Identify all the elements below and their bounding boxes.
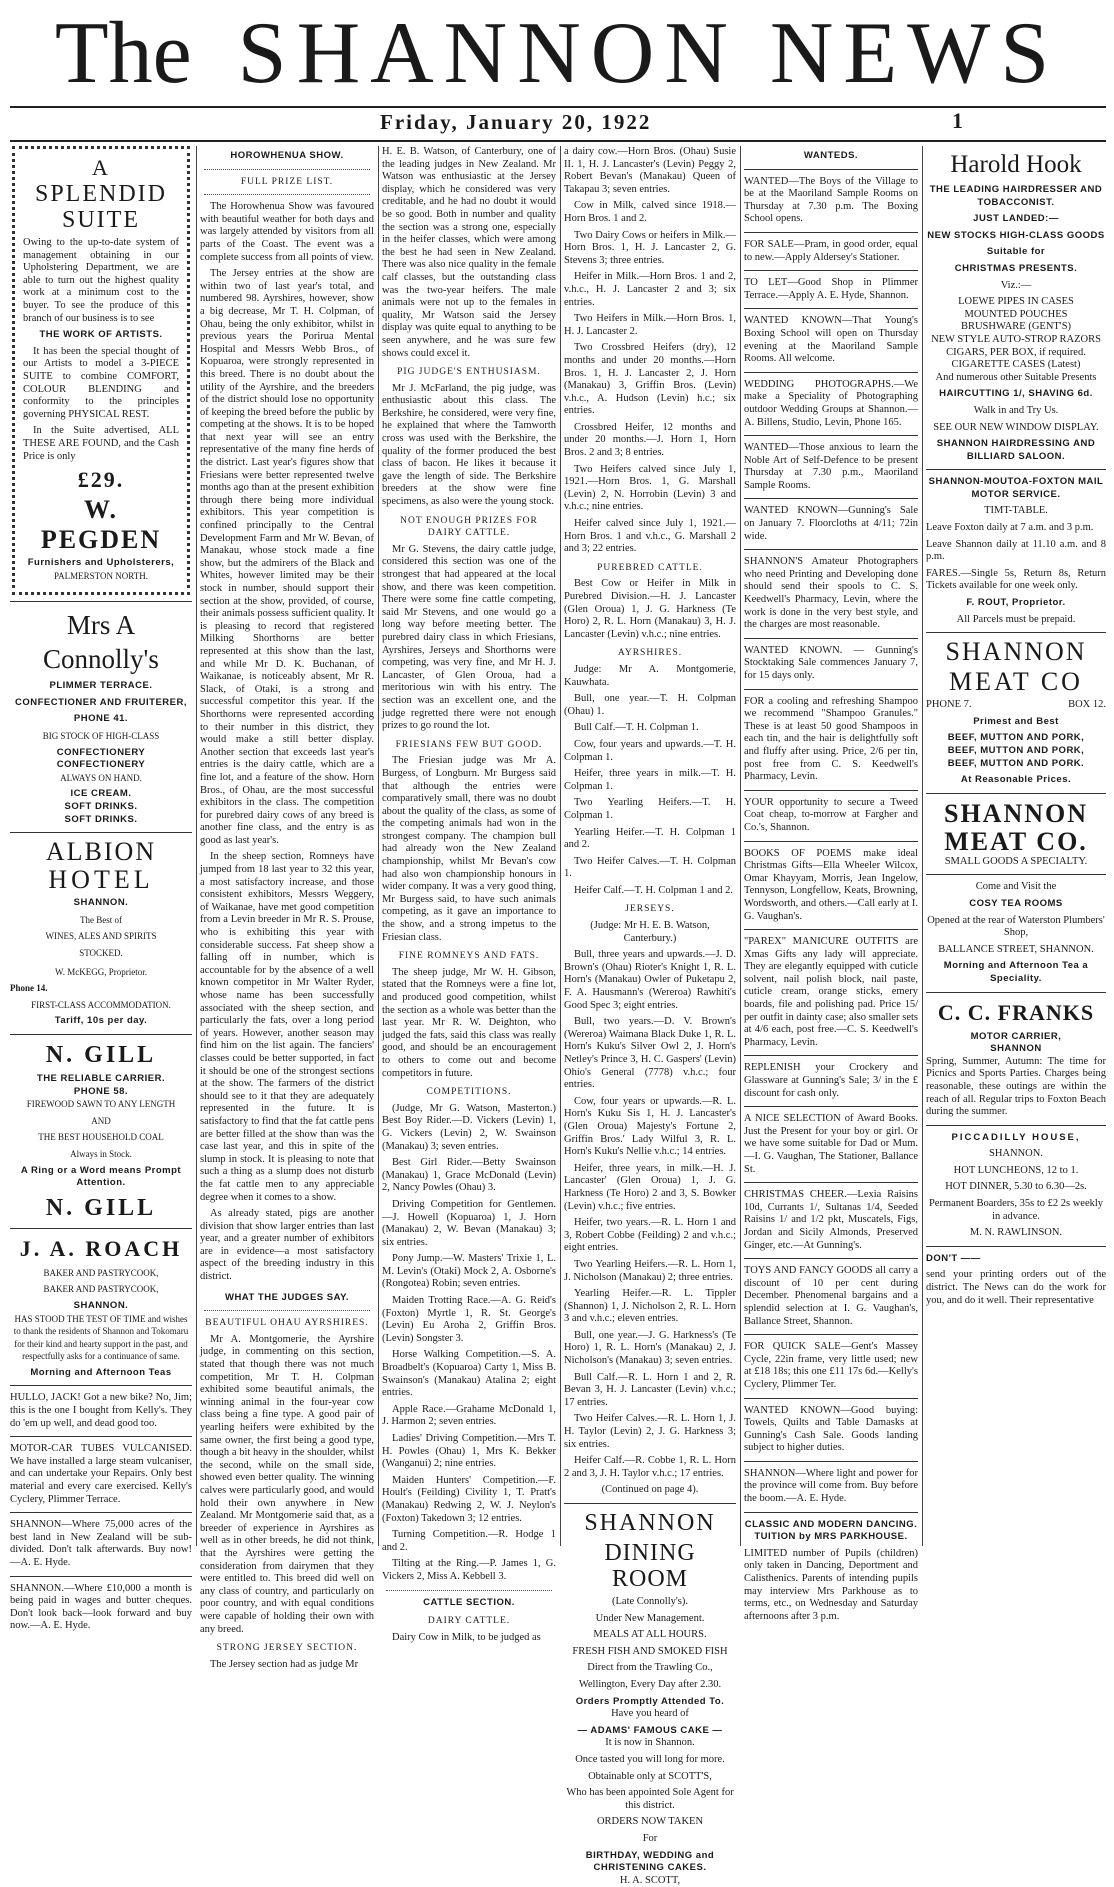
piccadilly-line: HOT LUNCHEONS, 12 to 1. <box>953 1164 1079 1176</box>
franks-line: MOTOR CARRIER, <box>970 1030 1062 1042</box>
harold-hook-ad <box>926 150 1106 463</box>
article-paragraph: Horse Walking Competition.—S. A. Broadbelt's (Kopuaroa) Carty 1, Miss B. Swainson's (Manakau) Atalina 2; eight entries. <box>382 1349 556 1399</box>
classified-ad: REPLENISH your Crockery and Glassware at Gunning's Sale; 3/ in the £ discount for cash only. <box>744 1062 918 1099</box>
results-paragraph: Crossbred Heifer, 12 months and under 20 months.—J. Horn 1, Horn Bros. 2 and 3; 8 entries. <box>564 421 736 459</box>
results-paragraph: Cow, four years or upwards.—R. L. Horn's Kuku Sis 1, H. J. Lancaster's (Glen Oroua) Majesty's Fortune 2, Griffin Bros.' Lady Wilful 3, R. L. Horn's Kuku's Nellie v.h.c.; 14 entries. <box>564 1095 736 1158</box>
separator <box>744 1258 918 1259</box>
albion-line: WINES, ALES AND SPIRITS <box>45 931 157 942</box>
classified-ad: WEDDING PHOTOGRAPHS.—We make a Speciality of Photographing outdoor Wedding Groups at Shannon.—A. Billens, Studio, Levin, Phone 165. <box>744 378 918 428</box>
masthead-rule-bottom <box>10 140 1106 142</box>
albion-tariff: Tariff, 10s per day. <box>54 1015 148 1027</box>
column-divider <box>378 146 379 1546</box>
pegden-text: In the Suite advertised, ALL THESE ARE FOUND, and the Cash Price is only <box>23 425 179 462</box>
article-paragraph: The Jersey entries at the show are within two of last year's total, and numbered 98. Ayrshires, however, show a big decrease, Mr T. H. Colpman, of Ohau, being the only exhibitor, whilst in previous years the Porirua Mental Hospital and Messrs Webb Bros., of Kopuaroa, were strongly represented in this breed. There is no doubt about the utility of the Ayrshire, and the breeders of the district should lose no opportunity of keeping the breed before the public by competing at the shows. It is to be hoped that next year will see an entry representative of the many fine herds of the district. Last year's figures show that Friesians were better represented twelve months ago than at the present exhibition through there being more individual exhibitors. This year competition is confined principally to the Central Development Farm and Mr W. Bevan, of Manakau, whose stock made a fine show, but the admirers of the Black and Whites, however limited may be their stock in number, should support their section at the show, provided, of course, their animals possess sufficient quality. It is pleasing to record that registered Milking Shorthorns are better represented at this show than the last, and while Mr D. K. Buchanan, of Waikanae, is noticeably absent, Mr R. Slack, of Otaki, is a strong and successful competitor this year. If the Shorthorns were represented according to their number in this district, they would make a still better display. Another section that exceeds last year's entries is the dairy cattle, which are a fine lot, and a feature of the show. Horn Bros., of Ohau, are the most successful exhibitors in the class. The competition for purebred dairy cows of any breed is another fine class, and the entry is as good as last year's. <box>200 268 374 846</box>
meat-title: SHANNON <box>945 637 1087 667</box>
meat-box: BOX 12. <box>1068 699 1106 711</box>
column-5 <box>744 146 918 1622</box>
column-divider <box>560 146 561 1546</box>
results-paragraph: Two Dairy Cows or heifers in Milk.—Horn Bros. 1, H. J. Lancaster 2, G. Stevens 3; three entries. <box>564 229 736 266</box>
separator <box>744 270 918 271</box>
results-paragraph: Heifer in Milk.—Horn Bros. 1 and 2, v.h.c., H. J. Lancaster 2 and 3; six entries. <box>564 271 736 308</box>
roach-line: SHANNON. <box>73 1299 129 1311</box>
gill-line: THE BEST HOUSEHOLD COAL <box>38 1132 164 1143</box>
classified-ad: SHANNON—Where light and power for the province will come from. Buy before the boom.—A. E. Hyde. <box>744 1467 918 1505</box>
article-paragraph: The sheep judge, Mr W. H. Gibson, stated that the Romneys were a fine lot, and produced good competition, whilst the section as a whole was better than the last year. Mr R. W. Deighton, who judged the fats, said this class was really good, and should be an encouragement to others to come out and become competitors in future. <box>382 966 556 1079</box>
dining-title: DINING ROOM <box>604 1540 696 1592</box>
gill-line: PHONE 58. <box>73 1085 129 1097</box>
article-subhead: FULL PRIZE LIST. <box>240 176 334 187</box>
roach-ad <box>10 1235 192 1380</box>
dining-line: Under New Management. <box>595 1612 705 1624</box>
meat-title: MEAT CO. <box>944 826 1088 856</box>
article-paragraph: The Friesian judge was Mr A. Burgess, of Longburn. Mr Burgess said that although the entries were comparatively small, there was no doubt about the quality of the class, as some of the competing animals had won in the strongest company. The champion bull had already won the New Zealand championship, whilst Mr Bevan's cow had also won championship honours in wider company. It was a very good thing, Mr Burgess said, to have such animals competing, as it gave an importance to the show, and a strong impetus to the Friesian class. <box>382 755 556 943</box>
results-paragraph: Bull, two years.—D. V. Brown's (Wereroa) Waimana Black Duke 1, R. L. Horn's Kuku's Silver Owl 2, J. Horn's Netley's Prince 3, H. C. Gaspers' (Levin) Ohio's General (7778) v.h.c.; four entries. <box>564 1016 736 1091</box>
classified-ad: A NICE SELECTION of Award Books. Just the Present for your boy or girl. Or we have some suitable for Dad or Mum.—I. G. Vaughan, The Stationer, Ballance St. <box>744 1113 918 1175</box>
article-paragraph: Ladies' Driving Competition.—Mrs T. H. Powles (Ohau) 1, Mrs K. Bekker (Wanganui) 2; nine entries. <box>382 1433 556 1470</box>
albion-name: HOTEL <box>48 865 154 895</box>
dining-line: Who has been appointed Sole Agent for this district. <box>566 1787 734 1811</box>
meat-co-ad-2 <box>926 800 1106 869</box>
dont-heading: DON'T —— <box>926 1252 981 1264</box>
hook-line: BRUSHWARE (GENT'S) <box>960 321 1072 333</box>
issue-date: Friday, January 20, 1922 <box>380 110 652 134</box>
results-paragraph: Yearling Heifer.—R. L. Tippler (Shannon) 1, J. Nicholson 2, R. L. Horn 3 and v.h.c.; eleven entries. <box>564 1288 736 1325</box>
column-divider <box>196 146 197 1546</box>
article-paragraph: Driving Competition for Gentlemen.—J. Howell (Kopuaroa) 1, J. Horn (Manakau) 2, W. Bevan (Manakau) 3; six entries. <box>382 1198 556 1248</box>
separator <box>926 1125 1106 1126</box>
separator <box>744 435 918 436</box>
classified-ad: FOR SALE—Pram, in good order, equal to new.—Apply Aldersey's Stationer. <box>744 238 918 263</box>
tea-line: COSY TEA ROOMS <box>969 897 1063 909</box>
albion-line: The Best of <box>80 914 122 925</box>
classified-ad: FOR a cooling and refreshing Shampoo we recommend "Shampoo Granules." These is at least 50 good Shampoos in each tin, and the hair is delightfully soft and fluffy after using. Price, 2/6 per tin, post free from C. S. Keedwell's Pharmacy, Levin. <box>744 695 918 783</box>
results-paragraph: Two Yearling Heifers.—R. L. Horn 1, J. Nicholson (Manakau) 2; three entries. <box>564 1258 736 1283</box>
article-subhead: COMPETITIONS. <box>426 1087 512 1098</box>
column-divider <box>922 146 923 1546</box>
hook-line: SEE OUR NEW WINDOW DISPLAY. <box>933 421 1099 433</box>
results-paragraph: Heifer, three years, in milk.—H. J. Lancaster' (Glen Oroua) 1, J. G. Harkness (Te Horo) 2 and 3, S. Bowker (Levin) v.h.c.; five entries. <box>564 1162 736 1212</box>
hook-line: Viz.:— <box>1000 279 1032 291</box>
tea-line: Come and Visit the <box>975 881 1057 893</box>
article-paragraph: Mr J. McFarland, the pig judge, was enthusiastic about this class. The Berkshire, he considered, were very fine, he explained that where the Tamworth cross was used with the Berkshire, the quality of the former produced the best class of bacon. He likes it because it gave the length of side. The Berkshire breeders at the show were fine specimens, as also were the young stock. <box>382 382 556 508</box>
results-paragraph: Bull Calf.—T. H. Colpman 1. <box>574 722 699 734</box>
tea-line: Morning and Afternoon Tea a Speciality. <box>943 960 1089 984</box>
classified-ad: WANTED KNOWN—Gunning's Sale on January 7. Floorcloths at 4/11; 72in wide. <box>744 505 918 542</box>
results-paragraph: Heifer Calf.—T. H. Colpman 1 and 2. <box>574 884 734 896</box>
dateline <box>0 108 1114 138</box>
separator <box>204 169 370 170</box>
results-subhead: PUREBRED CATTLE. <box>597 562 703 573</box>
hook-line: CIGARS, PER BOX, if required. <box>946 346 1086 358</box>
article-paragraph: Best Girl Rider.—Betty Swainson (Manakau) 1, Grace McDonald (Levin) 2, Nancy Powles (Ohau) 3. <box>382 1157 556 1194</box>
article-subhead: FINE ROMNEYS AND FATS. <box>398 951 540 962</box>
title-name: SHANNON NEWS <box>237 5 1060 102</box>
classified-ad: WANTED KNOWN—Good buying: Towels, Quilts and Table Damasks at Gunning's Cash Sale. Goods landing subject to higher duties. <box>744 1404 918 1454</box>
classified-ad: SHANNON'S Amateur Photographers who need Printing and Developing done should send their spools to C. S. Keedwell's Pharmacy, Levin, where the work is done in the very best style, and the charges are most reasonable. <box>744 556 918 631</box>
classified-ad: YOUR opportunity to secure a Tweed Coat cheap, to-morrow at Fargher and Co.'s, Shannon. <box>744 796 918 833</box>
separator <box>744 549 918 550</box>
dance-heading: CLASSIC AND MODERN DANCING. TUITION by MRS PARKHOUSE. <box>744 1518 918 1543</box>
separator <box>744 169 918 170</box>
albion-accom: FIRST-CLASS ACCOMMODATION. <box>31 999 171 1010</box>
small-ad: MOTOR-CAR TUBES VULCANISED. We have installed a large steam vulcaniser, and can undertake your Repairs. Only best material and every care exercised. Kelly's Cyclery, Plimmer Terrace. <box>10 1443 192 1505</box>
connolly-line: ALWAYS ON HAND. <box>60 772 142 783</box>
results-subhead: JERSEYS. <box>625 904 675 915</box>
separator <box>10 1512 192 1513</box>
separator <box>744 790 918 791</box>
results-paragraph: Heifer calved since July 1, 1921.—Horn Bros. 1 and v.h.c., G. Marshall 2 and 3; 22 entries. <box>564 518 736 555</box>
dining-line: Direct from the Trawling Co., <box>587 1662 713 1674</box>
separator <box>744 1182 918 1183</box>
dining-line: Have you heard of <box>611 1708 689 1720</box>
roach-text: HAS STOOD THE TEST OF TIME and wishes to thank the residents of Shannon and Tokomaru for their kind and hearty support in the past, and respectfully asks for a continuance of same. <box>13 1313 189 1362</box>
article-paragraph: Pony Jump.—W. Masters' Trixie 1, L. M. Levin's (Otaki) Mock 2, A. Osborne's (Rongotea) Robin; seven entries. <box>382 1253 556 1290</box>
connolly-line: CONFECTIONERY <box>56 759 146 771</box>
separator <box>744 1055 918 1056</box>
results-paragraph: Two Heifer Calves.—R. L. Horn 1, J. H. Taylor (Levin) 2, J. G. Harkness 3; six entries. <box>564 1413 736 1450</box>
dining-line: Once tasted you will long for more. <box>575 1753 725 1765</box>
dining-line: It is now in Shannon. <box>605 1737 695 1749</box>
article-paragraph: Mr G. Stevens, the dairy cattle judge, considered this section was one of the strongest that had appeared at the local show, and there was keen competition. There were some fine cattle competing, said Mr Stevens, and one would go a long way before meeting better. The purebred dairy class in which Friesians, Ayrshires, Jerseys and Shorthorns were competing, was very fine, and Mr H. J. Lancaster, of Glen Oroua, had a meritorious win with his entry. The section was an excellent one, and the judge regretted there were not enough prizes to go round the lot. <box>382 543 556 732</box>
motor-heading: SHANNON-MOUTOA-FOXTON MAIL MOTOR SERVICE. <box>928 476 1104 500</box>
franks-name: C. C. FRANKS <box>937 999 1095 1025</box>
classified-ad: "PAREX" MANICURE OUTFITS are Xmas Gifts any lady will appreciate. They are elegantly equipped with cuticle solvent, nail polish block, nail paste, cuticle cream, orange sticks, emery boards, file and polishing pad. Price 15/ per outfit in dainty case; also smaller sets at 4/6 each, post free.—C. S. Keedwell's Pharmacy, Levin. <box>744 936 918 1048</box>
meat-line: At Reasonable Prices. <box>960 774 1072 786</box>
hook-line: THE LEADING HAIRDRESSER AND TOBACCONIST. <box>929 184 1103 208</box>
article-subhead: NOT ENOUGH PRIZES FOR DAIRY CATTLE. <box>400 515 538 539</box>
separator <box>744 689 918 690</box>
connolly-line: SOFT DRINKS. <box>64 801 138 813</box>
results-continued: (Continued on page 4). <box>601 1484 699 1496</box>
pegden-sub: Furnishers and Upholsterers, <box>27 557 175 569</box>
results-paragraph: Heifer, two years.—R. L. Horn 1 and 3, Robert Cobbe (Feilding) 2 and v.h.c.; eight entries. <box>564 1217 736 1254</box>
gill-line: A Ring or a Word means Prompt Attention. <box>20 1164 182 1189</box>
dining-line: For <box>642 1832 658 1844</box>
article-paragraph: In the sheep section, Romneys have jumped from 18 last year to 32 this year, a most satisfactory increase, and those consistent exhibitors, Messrs Weggery, of Waikanae, have met good competition from a Levin breeder in Mr R. S. Prouse, who is exhibiting this year with considerable success. Fat sheep show a falling off in number, which is accountable for by the absence of a well known competitor in Mr Walter Ryder, whose name has been successfully associated with the sheep section, and particularly the fats, over a long period of years. However, another season may find him on the list again. The fanciers' classes could be better supported, in fact it should be one of the strongest sections at the show. The farmers of the district should see to it that they are adequately represented in the future. It is satisfactory to find that the fat cattle pens are better filled at the show than was the case last year, and this in spite of the slump in stock. It is pleasing to note that such a thing as a slump does not disturb the fat cattle men to any appreciable degree when it comes to a show. <box>200 851 374 1203</box>
hook-line: CIGARETTE CASES (Latest) <box>951 359 1081 371</box>
results-paragraph: Cow, four years and upwards.—T. H. Colpman 1. <box>564 738 736 763</box>
separator <box>10 601 192 602</box>
gill-line: AND <box>91 1115 111 1126</box>
results-paragraph: Bull, one year.—J. G. Harkness's (Te Horo) 1, R. L. Horn's (Manakau) 2, J. Nicholson's (Manakau) 3; seven entries. <box>564 1329 736 1367</box>
separator <box>744 498 918 499</box>
article-headline: WHAT THE JUDGES SAY. <box>224 1291 350 1303</box>
article-paragraph: Tilting at the Ring.—P. James 1, G. Vickers 2, Miss A. Kebbell 3. <box>382 1558 556 1582</box>
classified-ad: BOOKS OF POEMS make ideal Christmas Gifts—Ella Wheeler Wilcox, Omar Khayyam, Morris, Jean Ingelow, Tennyson, Longfellow, Keats, Browning, Wordsworth, and others.—Call early at I. G. Vaughan's. <box>744 847 918 922</box>
column-1 <box>10 146 192 1632</box>
meat-title: MEAT CO <box>949 667 1083 697</box>
article-paragraph: (Judge, Mr G. Watson, Masterton.) Best Boy Rider.—D. Vickers (Levin) 1, G. Vickers (Levin) 2, W. Swainson (Manakau) 3; seven entries. <box>382 1102 556 1152</box>
dining-line: Wellington, Every Day after 2.30. <box>578 1678 722 1690</box>
dining-line: BIRTHDAY, WEDDING and CHRISTENING CAKES. <box>585 1849 715 1874</box>
hook-line: MOUNTED POUCHES <box>964 308 1068 320</box>
separator <box>744 1106 918 1107</box>
hook-line: JUST LANDED:— <box>973 213 1059 225</box>
hook-line: Walk in and Try Us. <box>973 404 1059 416</box>
hook-line: NEW STOCKS HIGH-CLASS GOODS <box>927 229 1105 241</box>
motor-line: F. ROUT, Proprietor. <box>966 597 1066 609</box>
article-paragraph: Mr A. Montgomerie, the Ayrshire judge, in commenting on this section, stated that though there was not much competition, Mr T. H. Colpman exhibited some beautiful animals, the winning animal in the four-year cow class being a fine type. A good pair of yearling heifers were exhibited by the same owner, the first being a good type, though a bit heavy in the shoulder, whilst the second, while on the small side, showed even better quality. The winning calves were particularly good, and would hold their own anywhere in New Zealand. Mr Montgomerie said that, as a breeder of experience in Ayrshires as well as in other breeds, he did not think, that the Ayrshires were getting the consideration from dairymen that they were entitled to. This breed did well on any class of country, and particularly on poor country, and with equal conditions were capable of holding their own with any breed. <box>200 1333 374 1635</box>
albion-line: STOCKED. <box>79 948 123 958</box>
meat-line: SMALL GOODS A SPECIALTY. <box>944 855 1088 867</box>
pegden-text: It has been the special thought of our Artists to model a 3-PIECE SUITE to combine COMFORT, COLOUR BLENDING and conformity to the principles governing PHYSICAL REST. <box>23 345 179 420</box>
classified-ad: TO LET—Good Shop in Plimmer Terrace.—Apply A. E. Hyde, Shannon. <box>744 277 918 301</box>
article-headline: HOROWHENUA SHOW. <box>230 150 344 161</box>
piccadilly-line: SHANNON. <box>989 1148 1043 1160</box>
separator <box>10 1034 192 1035</box>
results-paragraph: Judge: Mr A. Montgomerie, Kauwhata. <box>564 663 736 688</box>
connolly-phone: PHONE 41. <box>73 713 129 725</box>
column-4 <box>564 146 736 1886</box>
classified-ad: TOYS AND FANCY GOODS all carry a discount of 10 per cent during December. Phenomenal bargains and a splendid selection at I. G. Vaughan's, Ballance Street, Shannon. <box>744 1265 918 1327</box>
dining-title: SHANNON <box>584 1510 716 1536</box>
small-ad: SHANNON.—Where £10,000 a month is being paid in wages and butter cheques. Don't look back—look forward and buy now.—A. E. Hyde. <box>10 1582 192 1632</box>
article-paragraph: Apple Race.—Grahame McDonald 1, J. Harmon 2; seven entries. <box>382 1403 556 1428</box>
gill-line: FIREWOOD SAWN TO ANY LENGTH <box>26 1099 176 1110</box>
dance-text: LIMITED number of Pupils (children) only taken in Dancing, Deportment and Calisthenics. Parents of intending pupils may interview Mrs Parkhouse as to terms, etc., on Wednesday and Saturday afternoons after 3 p.m. <box>744 1547 918 1622</box>
article-paragraph: Maiden Hunters' Competition.—F. Hoult's (Feilding) Civility 1, T. Pratt's (Manakau) Redwing 2, W. J. Neylon's (Foxton) Takedown 3; 12 entries. <box>382 1474 556 1524</box>
separator <box>744 1334 918 1335</box>
meat-phone: PHONE 7. <box>926 699 972 711</box>
hook-line: NEW STYLE AUTO-STROP RAZORS <box>931 333 1101 345</box>
hook-line: SHANNON HAIRDRESSING AND BILLIARD SALOON. <box>936 438 1096 462</box>
connolly-line: BIG STOCK OF HIGH-CLASS <box>42 731 160 742</box>
gill-name: N. GILL <box>45 1041 157 1068</box>
article-paragraph: Maiden Trotting Race.—A. G. Reid's (Foxton) Myrtle 1, R. St. George's (Levin) Eu Aroha 2, Griffin Bros. (Levin) Songster 3. <box>382 1295 556 1344</box>
masthead <box>0 0 1114 105</box>
albion-phone: Phone 14. <box>10 983 48 994</box>
results-paragraph: Yearling Heifer.—T. H. Colpman 1 and 2. <box>564 826 736 851</box>
dont-text: send your printing orders out of the district. The News can do the work for you, and do it well. Their representative <box>926 1269 1106 1306</box>
separator <box>10 832 192 833</box>
article-subhead: STRONG JERSEY SECTION. <box>216 1643 358 1654</box>
classified-ad: FOR QUICK SALE—Gent's Massey Cycle, 22in frame, very little used; new at £18 18s; this one £11 17s 6d.—Kelly's Cyclery, Plimmer Ter. <box>744 1341 918 1390</box>
small-ad: SHANNON—Where 75,000 acres of the best land in New Zealand will be sub-divided. Don't talk afterwards. Buy now!—A. E. Hyde. <box>10 1519 192 1568</box>
classified-ad: CHRISTMAS CHEER.—Lexia Raisins 10d, Currants 1/, Sultanas 1/4, Seeded Raisins 1/ and 1/2 pkt, Muscatels, Figs, Jordan and Sicily Almonds, Preserved Ginger, etc.—At Gunning's. <box>744 1189 918 1251</box>
hook-line: HAIRCUTTING 1/, SHAVING 6d. <box>939 388 1093 400</box>
dining-line: FRESH FISH AND SMOKED FISH <box>572 1645 728 1657</box>
results-paragraph: Two Heifers in Milk.—Horn Bros. 1, H. J. Lancaster 2. <box>564 313 736 337</box>
dining-line: MEALS AT ALL HOURS. <box>593 1629 707 1641</box>
connolly-trade: CONFECTIONER AND FRUITERER, <box>14 696 187 708</box>
gill-line: THE RELIABLE CARRIER. <box>36 1072 166 1084</box>
results-paragraph: Heifer Calf.—R. Cobbe 1, R. L. Horn 2 and 3, J. H. Taylor v.h.c.; 17 entries. <box>564 1455 736 1479</box>
roach-line: BAKER AND PASTRYCOOK, <box>43 1284 159 1295</box>
article-subhead: PIG JUDGE'S ENTHUSIASM. <box>397 367 541 378</box>
results-paragraph: Two Crossbred Heifers (dry), 12 months and under 20 months.—Horn Bros. 1, H. J. Lancaster 2, J. Horn (Manakau) 3, Griffin Bros. (Levin) v.h.c., A. Hudson (Levin) h.c.; six entries. <box>564 342 736 417</box>
separator <box>10 1576 192 1577</box>
classified-ad: WANTED KNOWN—That Young's Boxing School will open on Thursday evening at the Maoriland Sample Rooms. All welcome. <box>744 315 918 365</box>
pegden-suite: SUITE <box>62 207 140 233</box>
results-paragraph: Bull Calf.—R. L. Horn 1 and 2, R. Bevan 3, H. J. Lancaster (Levin) v.h.c.; 17 entries. <box>564 1371 736 1408</box>
separator <box>926 992 1106 993</box>
roach-name: J. A. ROACH <box>19 1235 183 1261</box>
article-paragraph: The Horowhenua Show was favoured with beautiful weather for both days and was largely attended by visitors from all parts of the Coast. The event was a complete success from all points of view. <box>200 201 374 263</box>
albion-ad <box>10 839 192 1028</box>
connolly-ad <box>10 608 192 826</box>
results-paragraph: (Judge: Mr H. E. B. Watson, Canterbury.) <box>590 920 710 944</box>
albion-town: SHANNON. <box>73 897 129 909</box>
article-paragraph: H. E. B. Watson, of Canterbury, one of the leading judges in New Zealand. Mr Watson was enthusiastic at the Jersey display, which he considered was very creditable, and he had no doubt it would be so good. Both in number and quality the section was a strong one, especially in the heifer classes, which were among the best he had seen in New Zealand. There was also nice quality in the female calf classes, but the outstanding class was the two-year heifers. The male animals were not up to the females in quality, Mr Watson said the Jersey display was quite equal to anything to be seen anywhere, and he was sure few shows could excel it. <box>382 146 556 359</box>
hook-line: Suitable for <box>986 246 1046 258</box>
tea-line: Opened at the rear of Waterston Plumbers' Shop, <box>927 914 1105 939</box>
roach-line: BAKER AND PASTRYCOOK, <box>43 1267 159 1278</box>
dining-line: — ADAMS' FAMOUS CAKE — <box>577 1724 723 1736</box>
dining-line: Obtainable only at SCOTT'S, <box>588 1770 712 1782</box>
separator <box>926 874 1106 875</box>
piccadilly-line: Permanent Boarders, 35s to £2 2s weekly in advance. <box>928 1198 1104 1222</box>
separator <box>386 1590 552 1591</box>
separator <box>926 469 1106 470</box>
results-paragraph: a dairy cow.—Horn Bros. (Ohau) Susie II. 1, H. J. Lancaster's (Levin) Peggy 2, Robert Bevan's (Manakau) Queen of Takapau 3; seven entries. <box>564 146 736 195</box>
separator <box>926 1246 1106 1247</box>
title-the: The <box>54 5 192 102</box>
article-paragraph: As already stated, pigs are another division that show larger entries than last year, and a greater number of exhibitors are in evidence—a most satisfactory aspect of the breeding industry in this district. <box>200 1208 374 1283</box>
results-paragraph: Bull, one year.—T. H. Colpman (Ohau) 1. <box>564 693 736 717</box>
article-subhead: DAIRY CATTLE. <box>427 1616 511 1627</box>
dining-line: ORDERS NOW TAKEN <box>596 1816 704 1828</box>
franks-ad <box>926 999 1106 1119</box>
page-number: 1 <box>952 108 963 133</box>
separator <box>926 632 1106 633</box>
separator <box>926 793 1106 794</box>
article-paragraph: Dairy Cow in Milk, to be judged as <box>392 1631 541 1643</box>
pegden-town: PALMERSTON NORTH. <box>54 570 148 581</box>
classified-ad: WANTED KNOWN. — Gunning's Stocktaking Sale commences January 7, for 15 days only. <box>744 644 918 681</box>
separator <box>564 1503 736 1504</box>
meat-line: Primest and Best <box>973 715 1059 727</box>
dining-room-ad <box>564 1510 736 1887</box>
dining-line: H. A. SCOTT, <box>619 1874 681 1886</box>
connolly-line: SOFT DRINKS. <box>64 813 138 825</box>
dining-line: Orders Promptly Attended To. <box>575 1695 725 1707</box>
pegden-artists: THE WORK OF ARTISTS. <box>39 329 163 341</box>
newspaper-title <box>0 6 1114 102</box>
article-paragraph: The Jersey section had as judge Mr <box>210 1658 359 1670</box>
separator <box>10 1436 192 1437</box>
article-paragraph: Turning Competition.—R. Hodge 1 and 2. <box>382 1529 556 1553</box>
connolly-line: CONFECTIONERY <box>56 746 146 758</box>
pegden-a: A <box>92 155 110 180</box>
results-paragraph: Two Heifers calved since July 1, 1921.—Horn Bros. 1, G. Marshall (Levin) 2, N. Horrobin (Levin) 3 and v.h.c.; nine entries. <box>564 463 736 513</box>
pegden-price: £29. <box>77 467 125 493</box>
meat-co-ad <box>926 639 1106 787</box>
separator <box>744 841 918 842</box>
motor-service-ad <box>926 476 1106 626</box>
results-paragraph: Bull, three years and upwards.—J. D. Brown's (Ohau) Rioter's Knight 1, R. L. Horn's (Manakau) Owler of Puketapu 2, F. A. Hausmann's (Wereroa) Rawhiti's Good Spec 3; eight entries. <box>564 949 736 1011</box>
meat-line: BEEF, MUTTON AND PORK. <box>947 757 1085 769</box>
separator <box>744 372 918 373</box>
classified-ad: WANTED—The Boys of the Village to be at the Maoriland Sample Rooms on Thursday at 7.30 p.m. The Boxing School opens. <box>744 175 918 225</box>
franks-line: SHANNON <box>990 1043 1042 1055</box>
motor-line: All Parcels must be prepaid. <box>956 613 1076 625</box>
piccadilly-line: M. N. RAWLINSON. <box>969 1227 1063 1239</box>
results-paragraph: Heifer, three years in milk.—T. H. Colpman 1. <box>564 768 736 792</box>
pegden-splendid: SPLENDID <box>34 181 167 207</box>
separator <box>744 232 918 233</box>
gill-name: N. GILL <box>45 1194 157 1221</box>
dont-ad <box>926 1253 1106 1307</box>
separator <box>744 638 918 639</box>
results-paragraph: Two Yearling Heifers.—T. H. Colpman 1. <box>564 797 736 821</box>
albion-name: ALBION <box>45 837 157 867</box>
separator <box>10 1385 192 1386</box>
meat-line: BEEF, MUTTON AND PORK, <box>947 732 1085 744</box>
article-headline: CATTLE SECTION. <box>423 1596 515 1608</box>
connolly-line: ICE CREAM. <box>70 788 132 800</box>
column-divider <box>740 146 741 1546</box>
results-paragraph: Two Heifer Calves.—T. H. Colpman 1. <box>564 855 736 880</box>
piccadilly-line: HOT DINNER, 5.30 to 6.30—2s. <box>945 1181 1087 1193</box>
hook-line: And numerous other Suitable Presents <box>935 371 1097 383</box>
article-subhead: FRIESIANS FEW BUT GOOD. <box>395 739 543 750</box>
small-ad: HULLO, JACK! Got a new bike? No, Jim; this is the one I bought from Kelly's. They do 'em up well, and dead good too. <box>10 1392 192 1429</box>
separator <box>204 194 370 195</box>
separator <box>744 1512 918 1513</box>
motor-line: TIMT-TABLE. <box>984 505 1048 517</box>
column-6 <box>926 146 1106 1546</box>
albion-prop: W. McKEGG, Proprietor. <box>55 966 147 977</box>
column-2 <box>200 146 374 1670</box>
separator <box>744 929 918 930</box>
results-paragraph: Best Cow or Heifer in Milk in Purebred Division.—H. J. Lancaster (Glen Oroua) 1, J. G. Harkness (Te Horo) 2, R. L. Horn (Manakau) 3, H. J. Lancaster (Levin) v.h.c.; nine entries. <box>564 578 736 640</box>
tea-rooms-ad <box>926 881 1106 985</box>
connolly-addr: PLIMMER TERRACE. <box>49 680 153 692</box>
wanteds-heading: WANTEDS. <box>803 150 859 161</box>
piccadilly-name: PICCADILLY HOUSE, <box>951 1131 1081 1143</box>
gill-ad <box>10 1041 192 1222</box>
roach-line: Morning and Afternoon Teas <box>30 1366 172 1378</box>
dining-line: (Late Connolly's). <box>612 1596 688 1607</box>
connolly-name: Mrs A Connolly's <box>43 610 159 675</box>
separator <box>744 1398 918 1399</box>
gill-line: Always in Stock. <box>70 1148 132 1159</box>
hook-name: Harold Hook <box>950 151 1082 178</box>
motor-line: Leave Shannon daily at 11.10 a.m. and 8 p.m. <box>926 538 1106 563</box>
separator <box>744 1461 918 1462</box>
separator <box>10 1228 192 1229</box>
pegden-ad <box>12 146 190 595</box>
results-subhead: AYRSHIRES. <box>617 648 683 659</box>
motor-line: FARES.—Single 5s, Return 8s, Return Tickets available for one week only. <box>926 567 1106 592</box>
article-subhead: BEAUTIFUL OHAU AYRSHIRES. <box>205 1318 369 1329</box>
pegden-text: Owing to the up-to-date system of management obtaining in our Upholstering Department, we are able to turn out the highest quality work at a minimum cost to the buyer. To see the produce of this branch of our business is to see <box>23 237 179 324</box>
hook-line: LOEWE PIPES IN CASES <box>958 296 1074 308</box>
pegden-name: W. PEGDEN <box>40 495 162 555</box>
hook-line: CHRISTMAS PRESENTS. <box>954 262 1078 274</box>
classified-ad: WANTED—Those anxious to learn the Noble Art of Self-Defence to be present Thursday at 7.30 p.m., Maoriland Sample Rooms. <box>744 442 918 491</box>
column-3 <box>382 146 556 1643</box>
separator <box>744 308 918 309</box>
separator <box>204 1310 370 1311</box>
motor-line: Leave Foxton daily at 7 a.m. and 3 p.m. <box>926 522 1094 534</box>
piccadilly-ad <box>926 1132 1106 1240</box>
results-paragraph: Cow in Milk, calved since 1918.—Horn Bros. 1 and 2. <box>564 200 736 224</box>
tea-line: BALLANCE STREET, SHANNON. <box>938 943 1094 955</box>
franks-text: Spring, Summer, Autumn: The time for Picnics and Sports Parties. Charges being reasonable, these outings are within the reach of all. Regular trips to Foxton Beach during the summer. <box>926 1055 1106 1118</box>
meat-line: BEEF, MUTTON AND PORK, <box>947 745 1085 756</box>
meat-title: SHANNON <box>943 798 1088 828</box>
